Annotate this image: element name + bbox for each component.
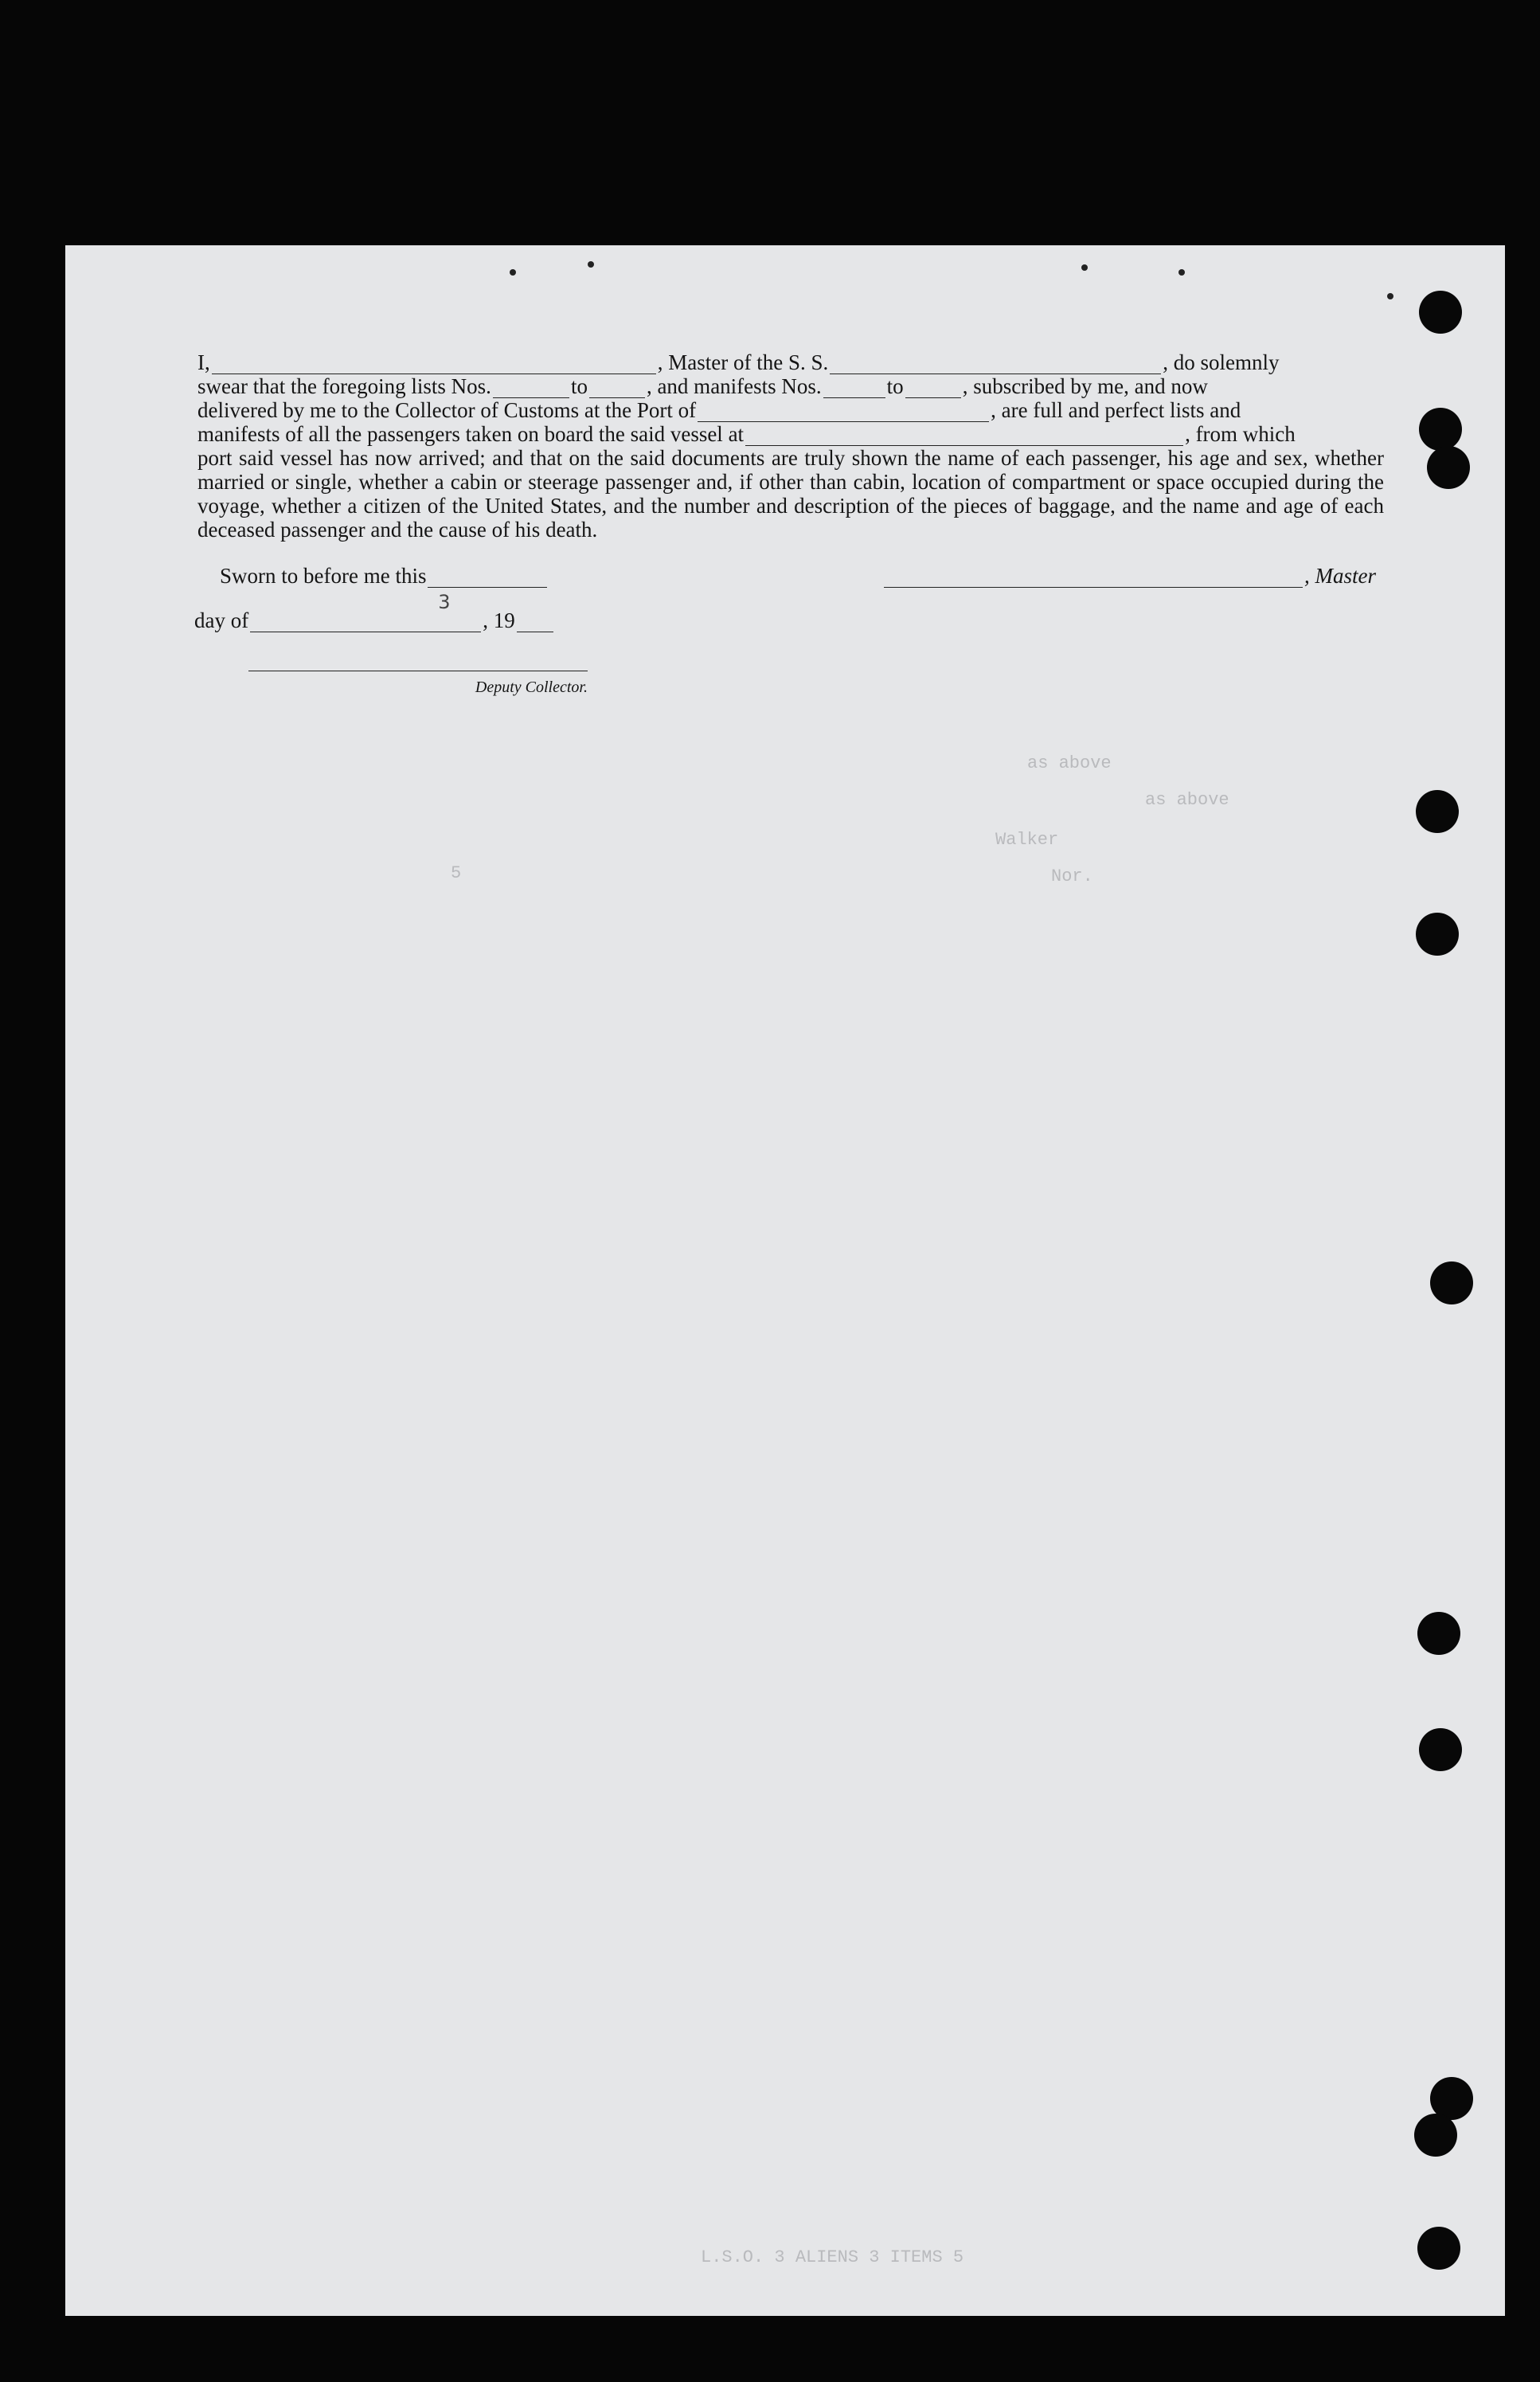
year-field — [517, 614, 553, 632]
punch-hole — [1416, 913, 1459, 956]
bleed-through-text: as above — [1145, 790, 1229, 810]
list-from-field — [493, 380, 569, 398]
scan-speck — [1387, 293, 1393, 299]
punch-hole — [1417, 1612, 1460, 1655]
declaration-line-2-prefix: swear that the foregoing lists Nos. — [197, 374, 491, 398]
year-prefix-label: , 19 — [483, 608, 515, 632]
scan-speck — [1081, 264, 1088, 271]
bleed-through-text: as above — [1027, 753, 1112, 773]
punch-hole — [1419, 291, 1462, 334]
manifest-from-field — [823, 380, 885, 398]
declaration-line-3-prefix: delivered by me to the Collector of Customs at the Port of — [197, 398, 697, 422]
ship-name-field — [830, 356, 1161, 374]
punch-hole — [1419, 408, 1462, 451]
date-line — [194, 591, 555, 632]
master-name-field — [212, 356, 656, 374]
manifest-to-field — [905, 380, 961, 398]
bleed-through-text: Walker — [995, 830, 1059, 850]
departure-port-field — [745, 428, 1183, 446]
sworn-label: Sworn to before me this — [220, 564, 427, 588]
bleed-through-text: L.S.O. 3 ALIENS 3 ITEMS 5 — [701, 2247, 964, 2267]
declaration-line-2-mid: , and manifests Nos. — [646, 374, 822, 398]
declaration-line-1-mid: , Master of the S. S. — [657, 350, 829, 374]
declaration-paragraph — [197, 350, 1384, 542]
list-to-field — [589, 380, 645, 398]
punch-hole — [1430, 1261, 1473, 1304]
document-page — [65, 245, 1505, 2316]
declaration-line-1-suffix: , do solemnly — [1163, 350, 1280, 374]
punch-hole — [1417, 2227, 1460, 2270]
port-field — [698, 404, 989, 422]
master-label: , Master — [1304, 564, 1376, 588]
declaration-line-4-suffix: , from which — [1185, 422, 1296, 446]
declaration-line-2-to1: to — [570, 374, 588, 398]
bleed-through-text: 5 — [451, 863, 462, 883]
declaration-line-2-to2: to — [886, 374, 904, 398]
deputy-collector-label: Deputy Collector. — [475, 679, 588, 696]
handwritten-day: 3 — [438, 591, 451, 613]
master-signature-line — [882, 564, 1376, 588]
declaration-line-4 — [197, 422, 1384, 446]
sworn-line — [220, 564, 549, 588]
declaration-line-3-suffix: , are full and perfect lists and — [991, 398, 1241, 422]
month-field — [250, 591, 481, 632]
punch-hole — [1414, 2114, 1457, 2157]
declaration-line-4-prefix: manifests of all the passengers taken on board the said vessel at — [197, 422, 745, 446]
punch-hole — [1427, 446, 1470, 489]
declaration-line-2 — [197, 374, 1384, 398]
sworn-day-field — [428, 569, 547, 588]
declaration-body: port said vessel has now arrived; and that on the said documents are truly shown the name of each passenger, his age and sex, whether married or single, whether a cabin or steerage passenger and, if other than cabin, location of compartment or space occupied during the voyage, whether a citizen of the United States, and the number and description of the pieces of baggage, and the name and age of each deceased passenger and the cause of his death. — [197, 446, 1384, 542]
day-of-label: day of — [194, 608, 249, 632]
scan-speck — [588, 261, 594, 268]
declaration-line-1 — [197, 350, 1384, 374]
punch-hole — [1416, 790, 1459, 833]
punch-hole — [1419, 1728, 1462, 1771]
declaration-line-2-suffix: , subscribed by me, and now — [962, 374, 1208, 398]
scan-speck — [510, 269, 516, 276]
bleed-through-text: Nor. — [1051, 866, 1093, 886]
master-signature-field — [884, 569, 1303, 588]
declaration-line-3 — [197, 398, 1384, 422]
declaration-line-1-prefix: I, — [197, 350, 210, 374]
scan-speck — [1178, 269, 1185, 276]
